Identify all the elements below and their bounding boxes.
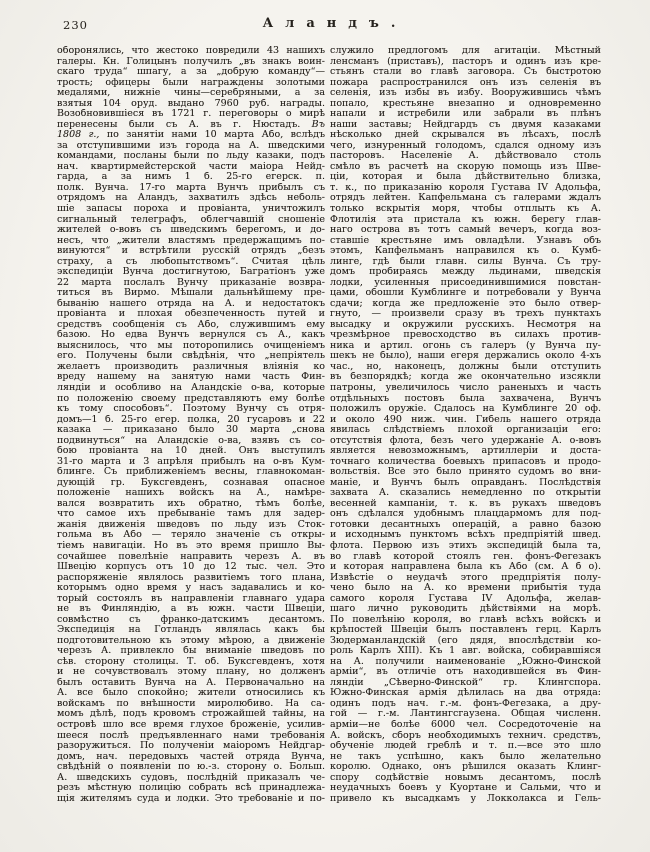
text-line: по положенію своему представляютъ ему болѣе (57, 393, 325, 404)
text-line: селенія, изъ избы въ избу. Вооружившись чѣмъ (330, 88, 601, 99)
text-line: привело къ высадкамъ у Локколакса и Гель- (330, 793, 601, 804)
text-line: 22 марта послалъ Вунчу приказаніе возвра- (57, 277, 325, 288)
text-line: резъ мѣстную полицію собрать всѣ принадлежа- (57, 783, 325, 794)
text-line: титься въ Вирмо. Мѣшали дальнѣйшему пре- (57, 288, 325, 299)
text-line: положилъ оружіе. Сдалось на Кумблинге 20 оф. (330, 404, 601, 415)
text-line: положеніе нашихъ войскъ на А., намѣре- (57, 488, 325, 499)
text-line: вался возвратить ихъ обратно, тѣмъ болѣе, (57, 498, 325, 509)
text-line: полк. Вунча. 17-го марта Вунчъ прибылъ съ (57, 182, 325, 193)
text-line: домъ—1 б. 25-го егер. полка, 20 гусаровъ и 22 (57, 414, 325, 425)
text-line: чено было на А. ко времени прибытія туда (330, 583, 601, 594)
text-line: А. все было спокойно; жители относились къ (57, 688, 325, 699)
text-line: сигнальный телеграфъ, облегчавшій сношеніе (57, 214, 325, 225)
text-line: ленсманъ (приставъ), пасторъ и одинъ изъ кре- (330, 56, 601, 67)
text-line: спору содѣйствіе новымъ десантомъ, послѣ (330, 772, 601, 783)
text-line: къ тому способовъ“. Поэтому Вунчу съ отря- (57, 404, 325, 415)
text-line: весенней кампаніи, т. к. въ рукахъ шведовъ (330, 498, 601, 509)
page-number: 230 (63, 18, 88, 32)
text-line: только вскрытія моря, чтобы отплыть къ А. (330, 203, 601, 214)
text-line: сочайшее повелѣніе направить черезъ А. въ (57, 551, 325, 562)
text-line: пожара распространился онъ изъ селенія въ (330, 77, 601, 88)
text-line: выяснилось, что мы поторопились очищеніемъ (57, 340, 325, 351)
text-line: онъ сдѣлался удобнымъ плацдармомъ для под- (330, 509, 601, 520)
text-line: разоружиться. По полученіи маіоромъ Нейдгар- (57, 741, 325, 752)
text-line: маніе, и Вунчъ былъ оправданъ. Послѣдствія (330, 477, 601, 488)
text-line: шіе запасы пороха и провіанта, уничтожилъ (57, 203, 325, 214)
text-line: средствъ сообщенія съ Або, служившимъ ему (57, 319, 325, 330)
text-line: домъ пробираясь между льдинами, шведскія (330, 267, 601, 278)
text-line: скаго труда“ шпагу, а за „добрую команду“— (57, 67, 325, 78)
text-line: лодки, усиленныя присоединившимися повстан- (330, 277, 601, 288)
text-line: одинъ подъ нач. г.-м. фонъ-Фегезака, а дру- (330, 698, 601, 709)
text-line: отсутствія флота, безъ чего удержаніе А. о-вовъ (330, 435, 601, 446)
text-line: блинге. Съ приближеніемъ весны, главнокоман- (57, 467, 325, 478)
text-line: войскамъ по внѣшности миролюбиво. На са- (57, 698, 325, 709)
text-line: оборонялись, что жестоко повредили 43 нашихъ (57, 46, 325, 56)
text-line: медалями, нижніе чины—серебряными, а за (57, 88, 325, 99)
text-line: отрядомъ на Аландъ, захватилъ здѣсь неболь- (57, 193, 325, 204)
text-line (57, 120, 325, 131)
text-line: Швецію корпусъ отъ 10 до 12 тыс. чел. Это (57, 562, 325, 573)
text-line: въ безпорядкѣ; когда же окончательно изсякли (330, 372, 601, 383)
text-line: обученіе людей греблѣ и т. п.—все это шло (330, 741, 601, 752)
text-line: наго острова въ тотъ самый вечеръ, когда воз- (330, 225, 601, 236)
text-line: гольма въ Або — теряло значеніе съ откры- (57, 530, 325, 541)
text-line: 31-го марта и 3 апрѣля прибылъ на о-въ Кум- (57, 456, 325, 467)
text-line: ляндіи и особливо на Аландскіе о-ва, которые (57, 383, 325, 393)
text-line: на А. получили наименованіе „Южно-Финской (330, 656, 601, 667)
text-line: т. к., по приказанію короля Густава IV Адольфа, (330, 182, 601, 193)
text-line: смѣло въ расчетѣ на скорую помощь изъ Шве- (330, 161, 601, 172)
text-line: чрезмѣрное превосходство въ силахъ против- (330, 330, 601, 341)
text-line: совмѣстно съ франко-датскимъ десантомъ. (57, 614, 325, 625)
text-line: арміи—не болѣе 6000 чел. Сосредоточеніе на (330, 720, 601, 730)
text-line: Южно-Финская армія дѣлилась на два отряда: (330, 688, 601, 699)
text-line: подготовительною къ этому мѣрою, а движеніе (57, 635, 325, 646)
text-line: отрядъ лейтен. Капфельмана съ галерами ждалъ (330, 193, 601, 204)
text-line: которымъ одно время у насъ задавались и ко- (57, 583, 325, 594)
text-line: арміи“, въ отличіе отъ находившейся въ Фин- (330, 667, 601, 678)
text-line: распоряженіе являлось развитіемъ того плана, (57, 572, 325, 583)
page-title: Аландъ. (262, 16, 408, 31)
text-line: линге, гдѣ были главн. силы Вунча. Съ тру- (330, 256, 601, 267)
text-line: галеры. Кн. Голицынъ получилъ „въ знакъ воин- (57, 56, 325, 67)
text-line: Зюдерманландскій (его дядя, впослѣдствіи ко- (330, 635, 601, 646)
text-line: не въ Финляндію, а въ южн. части Швеціи, (57, 604, 325, 615)
text-line: неудачныхъ боевъ у Куортане и Сальми, что и (330, 783, 601, 794)
text-line: взятыя 104 оруд. выдано 7960 руб. награды. (57, 98, 325, 109)
text-line: и не сочувствовалъ этому плану, но долженъ (57, 667, 325, 678)
text-line: вреду нашему на занятую нами часть Фин- (57, 372, 325, 383)
text-line: жанія движенія шведовъ по льду изъ Сток- (57, 519, 325, 530)
text-line: несъ, что „жители властямъ предержащимъ по- (57, 235, 325, 246)
text-line: подвинуться“ на Аландскіе о-ва, взявъ съ со- (57, 435, 325, 446)
text-line: этомъ, Капфельманъ направился къ о. Кумб- (330, 246, 601, 257)
text-line: роль Карлъ XIII). Къ 1 авг. войска, собиравшіяся (330, 646, 601, 657)
text-line: былъ оставить Вунча на А. Первоначально на (57, 677, 325, 688)
text-line: казака — приказано было 30 марта „снова (57, 425, 325, 436)
text-line: цами, обошли Кумблинге и потребовали у Вунча (330, 288, 601, 299)
text-line: пасторовъ. Населеніе А. дѣйствовало столь (330, 151, 601, 162)
text-line: А. войскъ, сборъ необходимыхъ технич. средствъ, (330, 730, 601, 741)
text-line: высадку и окружили русскихъ. Несмотря на (330, 319, 601, 330)
text-line: ника и артил. огонь съ галеръ (у Вунча пу- (330, 340, 601, 351)
text-line: винуются“ и встрѣтили русскій отрядъ „безъ (57, 246, 325, 257)
text-line: Флотилія эта пристала къ южн. берегу глав- (330, 214, 601, 225)
text-line: Экспедиція на Готландъ являлась какъ бы (57, 625, 325, 636)
text-line: Возобновившіеся въ 1721 г. переговоры о мирѣ (57, 109, 325, 120)
text-line: его. Получены были свѣдѣнія, что „непріятель (57, 351, 325, 362)
text-line: свѣдѣній о появленіи по ю.-з. сторону о. Больш. (57, 762, 325, 773)
text-line: и исходнымъ пунктомъ всѣхъ предпріятій швед. (330, 530, 601, 541)
text-line: шаго лично руководить дѣйствіями на морѣ. (330, 604, 601, 615)
text-line: нѣсколько дней скрывался въ лѣсахъ, послѣ (330, 130, 601, 141)
text-line: за отступившими изъ города на А. шведскими (57, 140, 325, 151)
text-line: точнаго количества боевыхъ припасовъ и продо- (330, 456, 601, 467)
text-line: самого короля Густава IV Адольфа, желав- (330, 593, 601, 604)
text-line: королю. Однако, онъ рѣшился оказать Клинг- (330, 762, 601, 773)
text-line: ціи, которая и была дѣйствительно близка, (330, 172, 601, 183)
text-line: флота. Первою изъ этихъ экспедицій была та, (330, 540, 601, 551)
text-line: щія жителямъ суда и лодки. Это требованіе и по- (57, 793, 325, 804)
text-line: патроны, увеличилось число раненыхъ и часть (330, 383, 601, 393)
text-line: гнуто, — произвели сразу въ трехъ пунктахъ (330, 309, 601, 320)
text-line: гарда, а за нимъ 1 б. 25-го егерск. п. (57, 172, 325, 183)
text-line: служило предлогомъ для агитаціи. Мѣстный (330, 46, 601, 56)
text-line: черезъ А. привлекло бы вниманіе шведовъ по (57, 646, 325, 657)
text-line: жителей о-вовъ съ шведскимъ берегомъ, и до- (57, 225, 325, 236)
text-line: ляндіи „Сѣверно-Финской“ гр. Клингспора. (330, 677, 601, 688)
text-line: попало, крестьяне внезапно и одновременно (330, 98, 601, 109)
text-line: домъ, нач. передовыхъ частей отряда Вунча, (57, 751, 325, 762)
text-line: час., но, наконецъ, должны были отступить (330, 361, 601, 372)
text-line: напали и истребили или забрали въ плѣнъ (330, 109, 601, 120)
text-line: желаетъ производить различныя вліянія ко (57, 361, 325, 372)
text-line: А. шведскихъ судовъ, послѣдній приказалъ че- (57, 772, 325, 783)
italic-text-segment: Въ (311, 119, 325, 130)
text-line: что самое ихъ пребываніе тамъ для задер- (57, 509, 325, 520)
text-line: базою. Но едва Вунчъ вернулся съ А., какъ (57, 330, 325, 341)
text-line: провіанта и плохая обезпеченность путей и (57, 309, 325, 320)
text-line: дующій гр. Буксгевденъ, сознавая опасное (57, 477, 325, 488)
text-line: тіемъ навигаціи. Но въ это время пришло Вы- (57, 540, 325, 551)
text-line: чего, изнуренный голодомъ, сдался одному изъ (330, 140, 601, 151)
text-line (57, 130, 325, 141)
text-line: отдѣльныхъ постовъ была захвачена, Вунчъ (330, 393, 601, 404)
text-line: Извѣстіе о неудачѣ этого предпріятія полу- (330, 572, 601, 583)
italic-text-segment: 1808 г., (57, 130, 100, 141)
text-line: момъ дѣлѣ, подъ кровомъ строжайшей тайны, на (57, 709, 325, 720)
text-line: явилась слѣдствіемъ плохой организаціи его: (330, 425, 601, 436)
text-line: сдачи; когда же предложеніе это было отвер- (330, 298, 601, 309)
text-line: сѣв. сторону столицы. Т. об. Буксгевденъ, хотя (57, 656, 325, 667)
text-block (57, 46, 601, 804)
text-segment: по занятіи нами 10 марта Або, вслѣдъ (99, 130, 325, 141)
left-column (57, 46, 325, 804)
text-line: во главѣ которой стоялъ ген. фонъ-Фегезакъ (330, 551, 601, 562)
text-line: ставшіе крестьяне имъ овладѣли. Узнавъ объ (330, 235, 601, 246)
right-column (330, 46, 601, 804)
text-line: вольствія. Все это было принято судомъ во вни- (330, 467, 601, 478)
text-line: трость; офицеры были награждены золотыми (57, 77, 325, 88)
text-line: командами, посланы были по льду казаки, подъ (57, 151, 325, 162)
text-line: крѣпостей Швеціи былъ поставленъ герц. Карлъ (330, 625, 601, 636)
text-line: стьянъ стали во главѣ заговора. Съ быстротою (330, 67, 601, 78)
text-line: и которая направлена была къ Або (см. А б о). (330, 562, 601, 573)
text-segment: перенесены были съ А. въ г. Нюстадъ. (57, 119, 312, 130)
text-line: бою провіанта на 10 дней. Онъ выступилъ (57, 446, 325, 457)
text-line: гой — г.-м. Лантингсгаузена. Общая численн. (330, 709, 601, 720)
text-line: экспедиціи Вунча достигнутою, Багратіонъ уже (57, 267, 325, 278)
text-line: нач. квартирмейстерской части маіора Нейд- (57, 161, 325, 172)
text-line: готовки десантныхъ операцій, а равно базою (330, 519, 601, 530)
text-line: страху, а съ любопытствомъ“. Считая цѣль (57, 256, 325, 267)
text-line: По повелѣнію короля, во главѣ всѣхъ войскъ и (330, 614, 601, 625)
text-line: шекъ не было), наши егеря держались около 4-хъ (330, 351, 601, 362)
text-line: шееся послѣ предъявленнаго нами требованія (57, 730, 325, 741)
text-line: быванію нашего отряда на А. и недостатокъ (57, 298, 325, 309)
text-line: захвата А. сказались немедленно по открытіи (330, 488, 601, 499)
text-line: и около 490 ниж. чин. Гибель нашего отряда (330, 414, 601, 425)
text-line: не такъ успѣшно, какъ было желательно (330, 751, 601, 762)
text-line: является невозможнымъ, артиллеріи и доста- (330, 446, 601, 457)
text-line: торый состоялъ въ направленіи главнаго удара (57, 593, 325, 604)
text-line: островѣ шло все время глухое броженіе, усилив- (57, 720, 325, 730)
text-line: наши заставы; Нейдгардъ съ двумя казаками (330, 119, 601, 130)
